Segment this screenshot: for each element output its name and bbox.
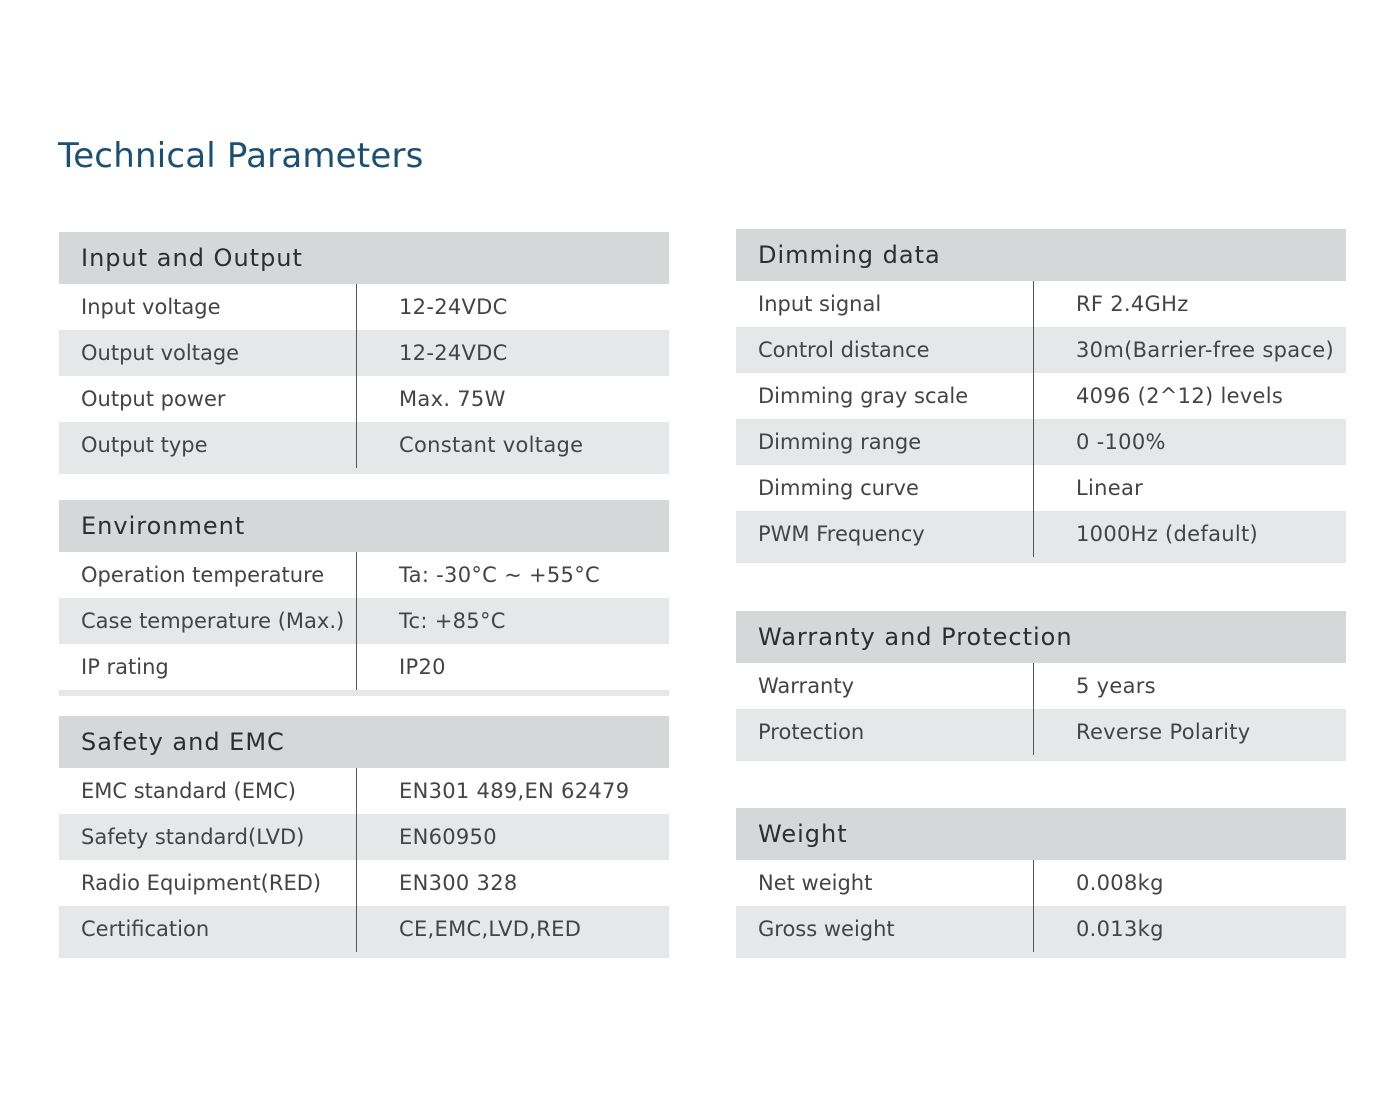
environment-table <box>59 500 669 696</box>
row-label: Safety standard(LVD) <box>59 814 357 860</box>
row-label: Net weight <box>736 860 1034 906</box>
table-row <box>736 511 1346 557</box>
row-value: RF 2.4GHz <box>1076 292 1189 316</box>
row-value: 12-24VDC <box>399 295 508 319</box>
row-label: Output power <box>59 376 357 422</box>
weight-table <box>736 808 1346 958</box>
row-label: Dimming gray scale <box>736 373 1034 419</box>
table-row <box>736 906 1346 952</box>
row-label: Dimming range <box>736 419 1034 465</box>
safety-emc-table <box>59 716 669 958</box>
table-row <box>736 373 1346 419</box>
row-label: Case temperature (Max.) <box>59 598 357 644</box>
table-row <box>59 598 669 644</box>
table-row <box>59 814 669 860</box>
row-label: Operation temperature <box>59 552 357 598</box>
row-value: 4096 (2^12) levels <box>1076 384 1284 408</box>
table-row <box>736 663 1346 709</box>
table-header: Warranty and Protection <box>736 611 1346 663</box>
table-header: Environment <box>59 500 669 552</box>
row-value: 0.008kg <box>1076 871 1164 895</box>
row-label: Control distance <box>736 327 1034 373</box>
row-value: EN301 489,EN 62479 <box>399 779 630 803</box>
table-row <box>59 768 669 814</box>
table-row <box>736 327 1346 373</box>
row-label: Radio Equipment(RED) <box>59 860 357 906</box>
row-value: 1000Hz (default) <box>1076 522 1259 546</box>
table-header: Input and Output <box>59 232 669 284</box>
input-output-table <box>59 232 669 474</box>
row-value: 12-24VDC <box>399 341 508 365</box>
warranty-protection-table <box>736 611 1346 761</box>
table-row <box>736 860 1346 906</box>
table-row <box>59 552 669 598</box>
dimming-data-table <box>736 229 1346 563</box>
row-value: 0.013kg <box>1076 917 1164 941</box>
row-label: Protection <box>736 709 1034 755</box>
table-row <box>59 376 669 422</box>
row-label: Dimming curve <box>736 465 1034 511</box>
page-title: Technical Parameters <box>58 136 424 176</box>
table-row <box>59 644 669 690</box>
row-value: Linear <box>1076 476 1144 500</box>
row-value: Constant voltage <box>399 433 584 457</box>
row-value: 5 years <box>1076 674 1156 698</box>
row-value: CE,EMC,LVD,RED <box>399 917 582 941</box>
row-value: EN60950 <box>399 825 497 849</box>
row-value: Max. 75W <box>399 387 506 411</box>
row-value: IP20 <box>399 655 446 679</box>
table-row <box>736 419 1346 465</box>
row-label: Gross weight <box>736 906 1034 952</box>
row-label: Certification <box>59 906 357 952</box>
row-value: Tc: +85°C <box>399 609 506 633</box>
table-header: Dimming data <box>736 229 1346 281</box>
row-value: Ta: -30°C ~ +55°C <box>399 563 600 587</box>
table-row <box>736 465 1346 511</box>
table-row <box>59 422 669 468</box>
row-label: Input voltage <box>59 284 357 330</box>
row-value: 30m(Barrier-free space) <box>1076 338 1334 362</box>
table-header: Safety and EMC <box>59 716 669 768</box>
table-header: Weight <box>736 808 1346 860</box>
row-label: PWM Frequency <box>736 511 1034 557</box>
table-row <box>59 284 669 330</box>
table-row <box>59 906 669 952</box>
row-label: EMC standard (EMC) <box>59 768 357 814</box>
row-label: Output voltage <box>59 330 357 376</box>
row-value: EN300 328 <box>399 871 518 895</box>
row-value: 0 -100% <box>1076 430 1166 454</box>
table-row <box>59 330 669 376</box>
row-value: Reverse Polarity <box>1076 720 1251 744</box>
row-label: IP rating <box>59 644 357 690</box>
row-label: Input signal <box>736 281 1034 327</box>
table-row <box>736 709 1346 755</box>
table-row <box>59 860 669 906</box>
row-label: Warranty <box>736 663 1034 709</box>
row-label: Output type <box>59 422 357 468</box>
table-row <box>736 281 1346 327</box>
